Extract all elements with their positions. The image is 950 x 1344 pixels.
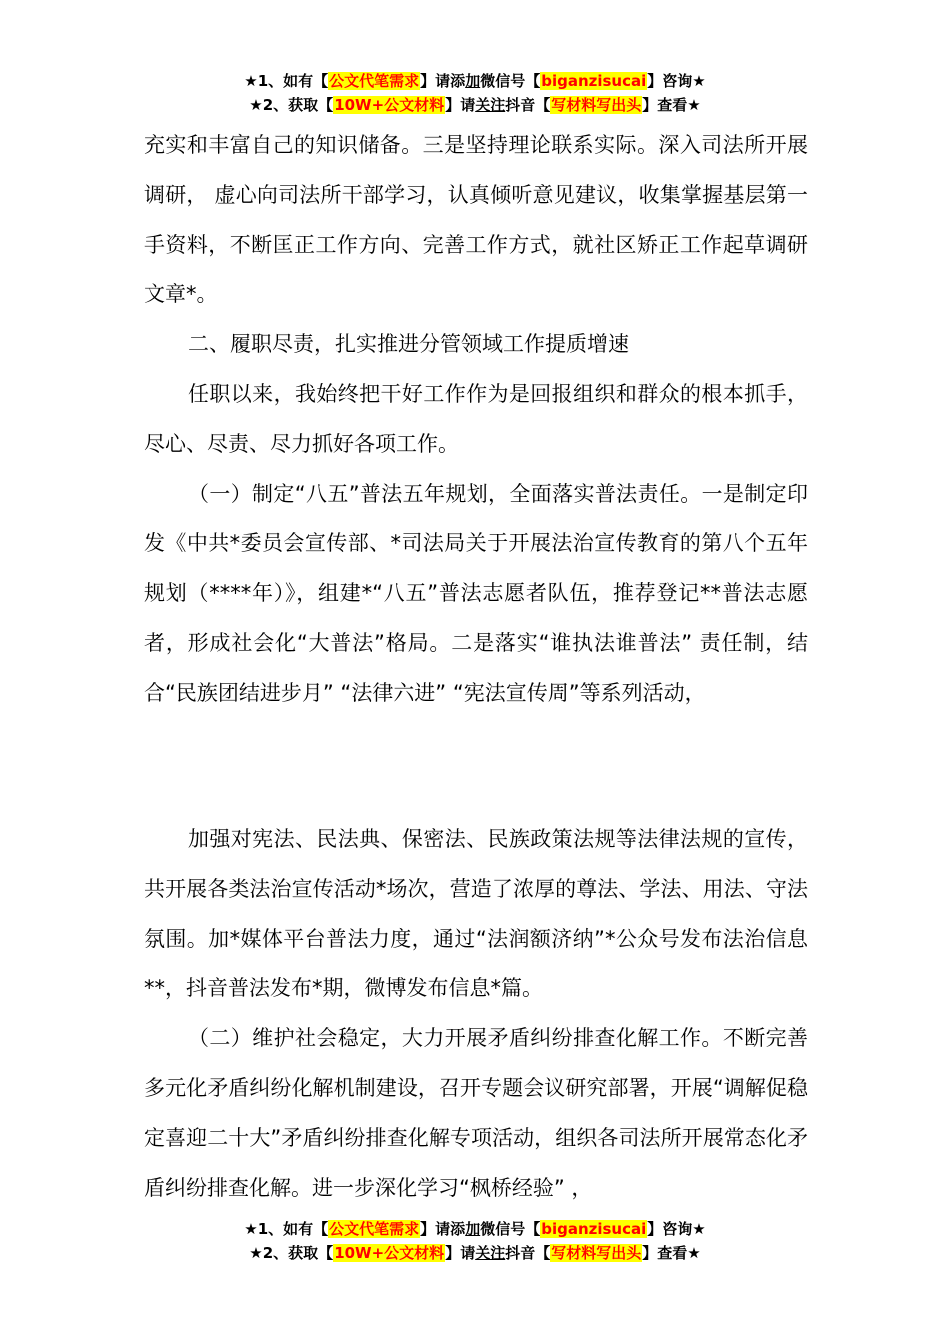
- header-banner-top: [0, 69, 950, 117]
- paragraph: 加强对宪法、民法典、保密法、民族政策法规等法律法规的宣传，共开展各类法治宣传活动*场次，营造了浓厚的尊法、学法、用法、守法氛围。加*媒体平台普法力度，通过“法润额济纳”*公众号发布法治信息**，抖音普法发布*期，微博发布信息*篇。: [144, 827, 808, 1001]
- paragraph-continued: 充实和丰富自己的知识储备。三是坚持理论联系实际。深入司法所开展调研， 虚心向司法所干部学习，认真倾听意见建议，收集掌握基层第一手资料，不断匡正工作方向、完善工作方式，就社区矫正工作起草调研文章*。: [144, 133, 808, 307]
- highlight-douyin: 写材料写出头: [551, 96, 642, 114]
- paragraph: （二）维护社会稳定，大力开展矛盾纠纷排查化解工作。不断完善多元化矛盾纠纷化解机制建设，召开专题会议研究部署，开展“调解促稳定喜迎二十大”矛盾纠纷排查化解专项活动，组织各司法所开展常态化矛盾纠纷排查化解。进一步深化学习“枫桥经验” ，: [144, 1026, 808, 1200]
- document-body-upper: [144, 121, 808, 719]
- paragraph: 任职以来，我始终把干好工作作为是回报组织和群众的根本抓手，尽心、尽责、尽力抓好各项工作。: [144, 381, 808, 456]
- banner-line-1: ★1、如有【公文代笔需求】请添加微信号【biganzisucai】咨询★: [244, 1220, 706, 1238]
- highlight-materials: 10W+公文材料: [334, 1244, 445, 1262]
- paragraph: （一）制定“八五”普法五年规划，全面落实普法责任。一是制定印发《中共*委员会宣传部、*司法局关于开展法治宣传教育的第八个五年规划（****年）》，组建*“八五”普法志愿者队伍，推荐登记**普法志愿者，形成社会化“大普法”格局。二是落实“谁执法谁普法” 责任制，结合“民族团结进步月” “法律六进” “宪法宣传周”等系列活动，: [144, 481, 808, 705]
- highlight-service: 公文代笔需求: [329, 1220, 420, 1238]
- highlight-douyin: 写材料写出头: [551, 1244, 642, 1262]
- header-banner-bottom: [0, 1217, 950, 1265]
- section-heading: 二、履职尽责，扎实推进分管领域工作提质增速: [188, 332, 629, 357]
- banner-line-2: ★2、获取【10W+公文材料】请关注抖音【写材料写出头】查看★: [249, 96, 701, 114]
- banner-line-2: ★2、获取【10W+公文材料】请关注抖音【写材料写出头】查看★: [249, 1244, 701, 1262]
- highlight-service: 公文代笔需求: [329, 72, 420, 90]
- highlight-materials: 10W+公文材料: [334, 96, 445, 114]
- highlight-wechat-id: biganzisucai: [541, 72, 647, 90]
- banner-line-1: ★1、如有【公文代笔需求】请添加微信号【biganzisucai】咨询★: [244, 72, 706, 90]
- document-body-lower: [144, 815, 808, 1213]
- highlight-wechat-id: biganzisucai: [541, 1220, 647, 1238]
